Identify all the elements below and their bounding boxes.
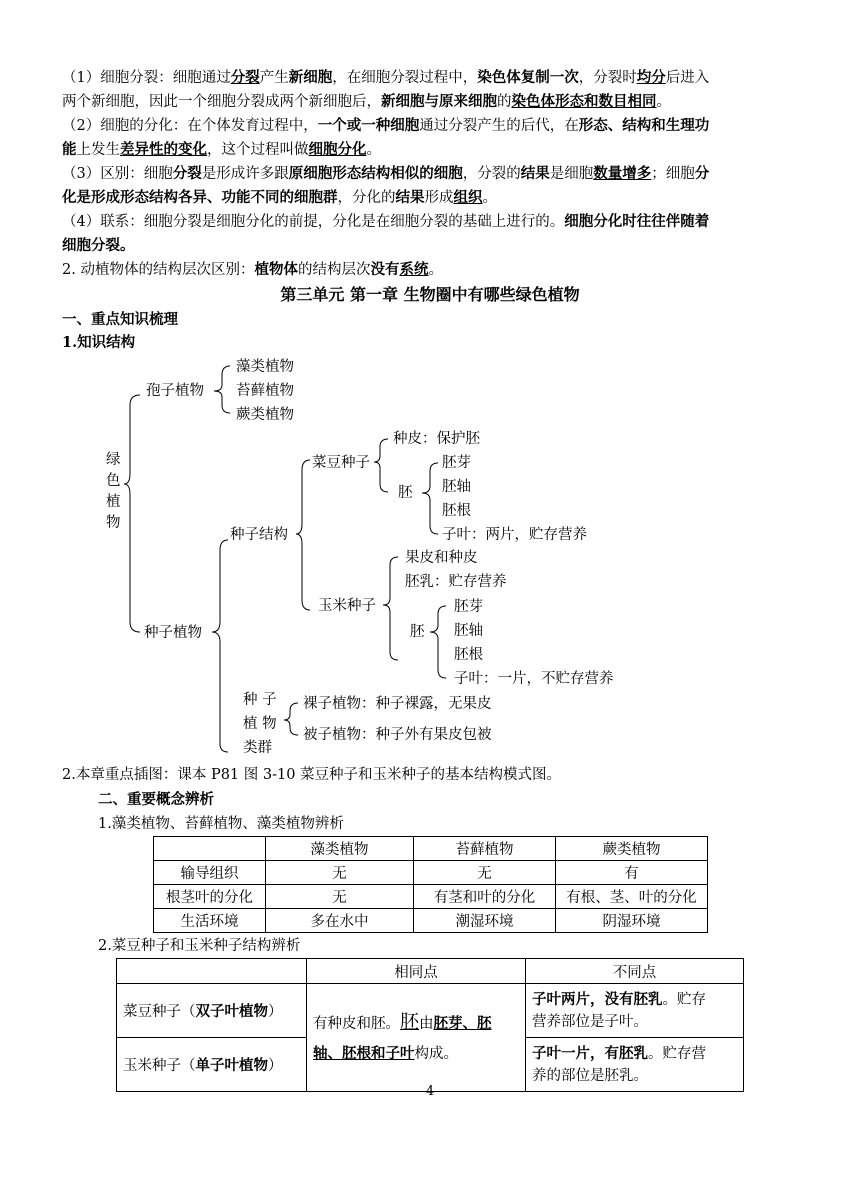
tree-leaf-fern: 蕨类植物 [236, 407, 294, 423]
text: 原细胞形态结构相似的细胞 [288, 165, 463, 182]
table-cell: 有根、茎、叶的分化 [556, 885, 708, 909]
table-cell: 无 [266, 861, 414, 885]
tree-leaf-bean-hypocotyl: 胚轴 [442, 479, 471, 495]
text: 结果 [520, 165, 550, 182]
text: 染色体复制一次 [477, 69, 579, 86]
text: 一个或一种细胞 [317, 117, 420, 134]
text: 双子叶植物 [195, 1003, 268, 1020]
text: ，这个过程叫做 [207, 142, 309, 158]
tree-leaf-angiosperms: 被子植物：种子外有果皮包被 [303, 727, 492, 743]
table-cell: 生活环境 [154, 909, 266, 933]
table-cell [154, 837, 266, 861]
text: 结果 [395, 189, 425, 206]
bracket-bean-embryo [422, 463, 438, 534]
section-subheading-knowledge-structure: 1.知识结构 [62, 334, 136, 351]
text: 。贮存 [662, 991, 706, 1008]
text: 后进入 [665, 70, 710, 86]
tree-leaf-bean-radicle: 胚根 [442, 503, 471, 519]
text: 物 [106, 515, 121, 531]
text: 能 [62, 141, 77, 158]
text: 细胞分化 [308, 141, 367, 158]
text: 染色体形态和数目相同 [511, 93, 657, 110]
text: ，分裂的 [462, 166, 521, 182]
text: 的 [497, 94, 512, 110]
table-cell [117, 984, 307, 1038]
tree-node-seed-plants: 种子植物 [144, 625, 202, 641]
text: 2. 动植物体的结构层次区别： [62, 262, 255, 278]
section-heading-2: 二、重要概念辨析 [98, 791, 214, 808]
text: 植 [106, 494, 121, 510]
table-cell: 多在水中 [266, 909, 414, 933]
table-cell: 潮湿环境 [414, 909, 556, 933]
table-row [117, 984, 744, 1038]
table-cell [526, 984, 744, 1038]
text: 。贮存营 [648, 1045, 706, 1062]
text: 差异性的变化 [120, 141, 207, 158]
tree-node-bean-embryo: 胚 [398, 485, 413, 501]
plant-comparison-table [153, 836, 708, 933]
text: 上发生 [76, 142, 120, 158]
tree-leaf-bean-cotyledon: 子叶：两片，贮存营养 [442, 527, 587, 543]
text: 种 子 [243, 692, 277, 708]
bracket-seed [212, 540, 228, 752]
text: 养的部位是胚乳。 [532, 1067, 648, 1084]
table-header-row [117, 959, 744, 984]
table-cell: 根茎叶的分化 [154, 885, 266, 909]
text: 新细胞与原来细胞 [381, 93, 497, 110]
text: 分裂 [172, 165, 202, 182]
bracket-struct [296, 460, 310, 610]
table-2-title: 2.菜豆种子和玉米种子结构辨析 [98, 938, 301, 954]
text: 形成 [424, 190, 454, 206]
text: 是形成许多跟 [201, 166, 289, 182]
table-header-row [154, 837, 708, 861]
text: 。 [366, 142, 381, 158]
text: 新细胞 [288, 69, 333, 86]
tree-node-seed-plant-groups [243, 688, 277, 760]
table-cell: 苔藓植物 [414, 837, 556, 861]
table-cell: 藻类植物 [266, 837, 414, 861]
bracket-bean [374, 439, 388, 492]
tree-node-corn-embryo: 胚 [410, 624, 425, 640]
table-row [154, 885, 708, 909]
tree-leaf-corn-hypocotyl: 胚轴 [454, 623, 483, 639]
text: 的结构层次 [297, 262, 371, 278]
text: 分裂 [230, 69, 260, 86]
tree-leaf-bean-coat: 种皮：保护胚 [393, 431, 480, 447]
text: 子叶两片，没有胚乳 [532, 990, 663, 1008]
text: 胚 [400, 1010, 420, 1033]
text: 单子叶植物 [195, 1057, 268, 1074]
tree-leaf-corn-radicle: 胚根 [454, 647, 483, 663]
bracket-group [284, 703, 298, 735]
text: 。 [482, 190, 497, 206]
table-cell: 无 [414, 861, 556, 885]
text: 。 [656, 94, 671, 110]
text: 玉米种子（ [123, 1058, 196, 1074]
seed-comparison-table [116, 958, 744, 1092]
text: 形态、结构和生理功 [578, 117, 710, 134]
bracket-corn-embryo [430, 606, 446, 678]
table-cell: 有 [556, 861, 708, 885]
text: 通过分裂产生的后代，在 [419, 118, 579, 134]
text: 分 [694, 165, 710, 182]
text: ，在细胞分裂过程中， [332, 70, 478, 86]
tree-leaf-moss: 苔藓植物 [236, 383, 294, 399]
text: 组织 [453, 189, 483, 206]
unit-title: 第三单元 第一章 生物圈中有哪些绿色植物 [280, 285, 580, 304]
table-cell: 相同点 [307, 959, 526, 984]
tree-leaf-algae: 藻类植物 [236, 359, 294, 375]
text: 菜豆种子（ [123, 1004, 196, 1020]
text: （2）细胞的分化：在个体发育过程中， [62, 118, 318, 134]
table-cell: 有茎和叶的分化 [414, 885, 556, 909]
text: 没有 [370, 261, 400, 278]
text: （4）联系：细胞分裂是细胞分化的前提，分化是在细胞分裂的基础上进行的。 [62, 214, 565, 230]
text: 系统 [399, 261, 429, 278]
text: 化是形成形态结构各异、功能不同的细胞群 [62, 189, 338, 206]
tree-leaf-corn-pericarp: 果皮和种皮 [405, 550, 478, 566]
table-cell: 无 [266, 885, 414, 909]
text: 色 [106, 473, 121, 489]
text: 均分 [636, 69, 666, 86]
text: ） [268, 1058, 283, 1074]
text: 绿 [106, 452, 121, 468]
text: 类群 [243, 740, 272, 756]
text: 由 [419, 1015, 434, 1032]
text: 细胞分裂。 [62, 237, 135, 254]
figure-note: 2.本章重点插图：课本 P81 图 3-10 菜豆种子和玉米种子的基本结构模式图。 [62, 767, 562, 783]
table-row [154, 861, 708, 885]
text: 数量增多 [593, 165, 652, 182]
bracket-spore [214, 366, 230, 413]
table-cell: 阴湿环境 [556, 909, 708, 933]
text: 轴、胚根和子叶 [313, 1044, 415, 1062]
tree-root-label [106, 450, 121, 534]
tree-node-corn-seed: 玉米种子 [318, 598, 376, 614]
table-1-title: 1.藻类植物、苔藓植物、藻类植物辨析 [98, 816, 344, 832]
text: （3）区别：细胞 [62, 166, 173, 182]
tree-node-spore-plants: 孢子植物 [146, 383, 204, 399]
text: 营养部位是子叶。 [532, 1013, 648, 1030]
text: 植物体 [254, 261, 298, 278]
bracket-root [124, 395, 140, 632]
section-heading-1: 一、重点知识梳理 [62, 311, 178, 328]
text: 细胞分化时往往伴随着 [564, 213, 710, 230]
text: 。 [428, 262, 443, 278]
bracket-corn [383, 557, 398, 660]
tree-leaf-corn-cotyledon: 子叶：一片，不贮存营养 [454, 671, 614, 687]
tree-node-bean-seed: 菜豆种子 [312, 455, 370, 471]
table-row [154, 909, 708, 933]
table-cell: 不同点 [526, 959, 744, 984]
text: ，分裂时 [578, 70, 637, 86]
tree-leaf-bean-plumule: 胚芽 [442, 455, 471, 471]
tree-leaf-gymnosperms: 裸子植物：种子裸露，无果皮 [303, 696, 492, 712]
text: 有种皮和胚。 [313, 1015, 400, 1032]
text: ；细胞 [651, 166, 695, 182]
text: 是细胞 [549, 166, 594, 182]
tree-leaf-corn-endosperm: 胚乳：贮存营养 [405, 574, 507, 590]
tree-node-seed-structure: 种子结构 [230, 527, 288, 543]
table-cell [307, 984, 526, 1092]
text: 产生 [259, 70, 289, 86]
text: 胚芽、胚 [433, 1014, 492, 1032]
page-number: - 4 - [417, 1084, 443, 1099]
text: 两个新细胞，因此一个细胞分裂成两个新细胞后， [62, 94, 381, 110]
tree-leaf-corn-plumule: 胚芽 [454, 599, 483, 615]
table-cell [117, 959, 307, 984]
table-cell: 蕨类植物 [556, 837, 708, 861]
text: 构成。 [414, 1045, 458, 1062]
text: ，分化的 [337, 190, 396, 206]
text: 植 物 [243, 716, 277, 732]
text: 子叶一片，有胚乳 [532, 1044, 648, 1062]
text: （1）细胞分裂：细胞通过 [62, 70, 231, 86]
table-cell: 输导组织 [154, 861, 266, 885]
text: ） [268, 1004, 283, 1020]
